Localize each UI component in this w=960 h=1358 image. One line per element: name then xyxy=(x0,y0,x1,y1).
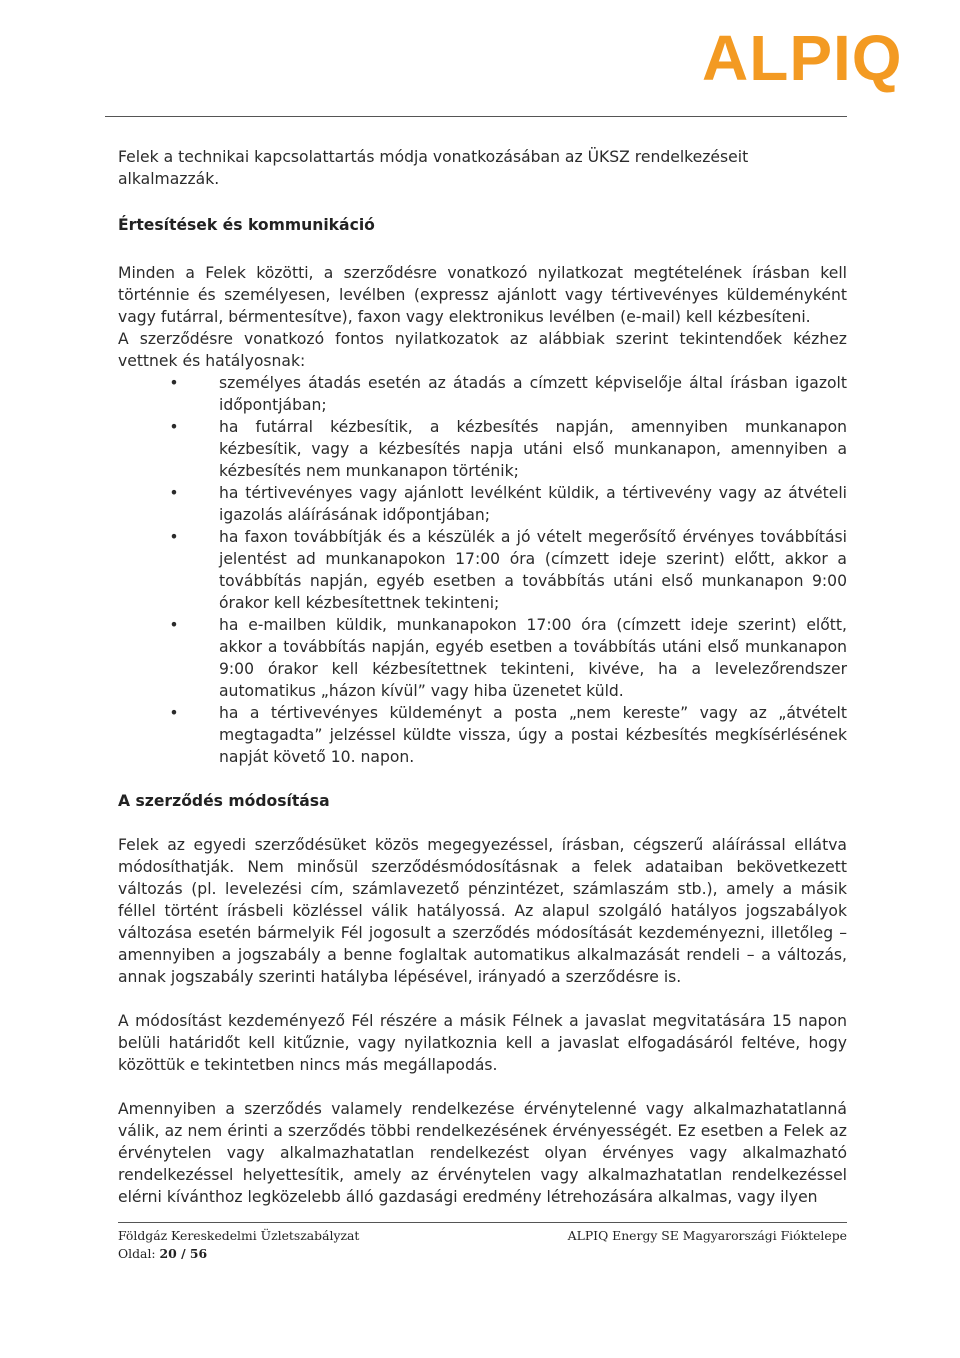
alpiq-logo xyxy=(700,18,922,102)
bullet-icon: • xyxy=(169,418,179,436)
notifications-paragraph-2: A szerződésre vonatkozó fontos nyilatkozatok az alábbiak szerint tekintendőek kézhez vettnek és hatályosnak: xyxy=(118,330,847,370)
amendment-paragraph-1: Felek az egyedi szerződésüket közös megegyezéssel, írásban, cégszerű aláírással ellátva módosíthatják. Nem minősül szerződésmódosításnak a felek adataiban bekövetkezett változás (pl. levelezési cím, számlavezető pénzintézet, számlaszám stb.), amely a másik féllel történt írásbeli közléssel válik hatályossá. Az alapul szolgáló hatályos jogszabályok változása esetén bármelyik Fél jogosult a szerződés módosítását kezdeményezni, illetőleg – amennyiben a jogszabály a benne foglaltak automatikus alkalmazását rendeli – a változás, annak jogszabály szerinti hatályba lépésével, irányadó a szerződésre is. xyxy=(118,836,847,986)
page-indicator xyxy=(118,1245,359,1263)
notifications-paragraph-1: Minden a Felek közötti, a szerződésre vonatkozó nyilatkozat megtételének írásban kell történnie és személyesen, levélben (expressz ajánlott vagy tértivevényes küldeményként vagy futárral, bérmentesítve), faxon vagy elektronikus levélben (e-mail) kell kézbesíteni. xyxy=(118,264,847,326)
bullet-icon: • xyxy=(169,616,179,634)
section-heading-amendment: A szerződés módosítása xyxy=(118,792,330,810)
list-item: • ha tértivevényes vagy ajánlott levélként küldik, a tértivevény vagy az átvételi igazolás aláírásának időpontjában; xyxy=(169,484,847,524)
page-label: Oldal: xyxy=(118,1246,156,1261)
footer-left xyxy=(118,1227,359,1263)
footer-company: ALPIQ Energy SE Magyarországi Fióktelepe xyxy=(567,1228,847,1243)
delivery-rules-list xyxy=(118,372,847,768)
footer-document-title: Földgáz Kereskedelmi Üzletszabályzat xyxy=(118,1228,360,1243)
intro-paragraph: Felek a technikai kapcsolattartás módja vonatkozásában az ÜKSZ rendelkezéseit alkalmazzák. xyxy=(118,148,749,188)
bullet-icon: • xyxy=(169,374,179,392)
footer-divider xyxy=(118,1222,847,1223)
amendment-paragraph-3: Amennyiben a szerződés valamely rendelkezése érvénytelenné vagy alkalmazhatatlanná válik, az nem érinti a szerződés többi rendelkezésének érvényességét. Ez esetben a Felek az érvénytelen vagy alkalmazhatatlan rendelkezést olyan érvényes vagy alkalmazható rendelkezéssel helyettesítik, amely az érvénytelen vagy alkalmazhatatlan rendelkezéssel elérni kívánthoz legközelebb álló gazdasági eredmény létrehozására alkalmas, vagy ilyen xyxy=(118,1100,847,1206)
list-item: • ha faxon továbbítják és a készülék a jó vételt megerősítő érvényes továbbítási jelentést ad munkanapokon 17:00 óra (címzett ideje szerint) előtt, akkor a továbbítás napján, egyéb esetben a továbbítás utáni első munkanapon 9:00 órakor kell kézbesítettnek tekinteni; xyxy=(169,528,847,612)
bullet-icon: • xyxy=(169,704,179,722)
page-number: 20 / 56 xyxy=(159,1246,208,1261)
list-item: • személyes átadás esetén az átadás a címzett képviselője által írásban igazolt időpontjában; xyxy=(169,374,847,414)
bullet-icon: • xyxy=(169,484,179,502)
list-item: • ha futárral kézbesítik, a kézbesítés napján, amennyiben munkanapon kézbesítik, vagy a kézbesítés napja utáni első munkanapon, amennyiben a kézbesítés nem munkanapon történik; xyxy=(169,418,847,480)
header-divider xyxy=(105,116,847,117)
alpiq-logo-text: ALPIQ xyxy=(702,22,903,94)
bullet-icon: • xyxy=(169,528,179,546)
list-item: • ha a tértivevényes küldeményt a posta „nem kereste” vagy az „átvételt megtagadta” jelzéssel küldte vissza, úgy a postai kézbesítés megkísérlésének napját követő 10. napon. xyxy=(169,704,847,766)
list-item: • ha e-mailben küldik, munkanapokon 17:00 óra (címzett ideje szerint) előtt, akkor a továbbítás napján, egyéb esetben a továbbítás utáni első munkanapon 9:00 órakor kell kézbesítettnek tekinteni, kivéve, ha a levelezőrendszer automatikus „házon kívül” vagy hiba üzenetet küld. xyxy=(169,616,847,700)
document-body xyxy=(118,146,847,1208)
section-heading-notifications: Értesítések és kommunikáció xyxy=(118,216,375,234)
amendment-paragraph-2: A módosítást kezdeményező Fél részére a másik Félnek a javaslat megvitatására 15 napon belüli határidőt kell kitűznie, vagy nyilatkoznia kell a javaslat elfogadásáról feltéve, hogy közöttük e tekintetben nincs más megállapodás. xyxy=(118,1012,847,1074)
